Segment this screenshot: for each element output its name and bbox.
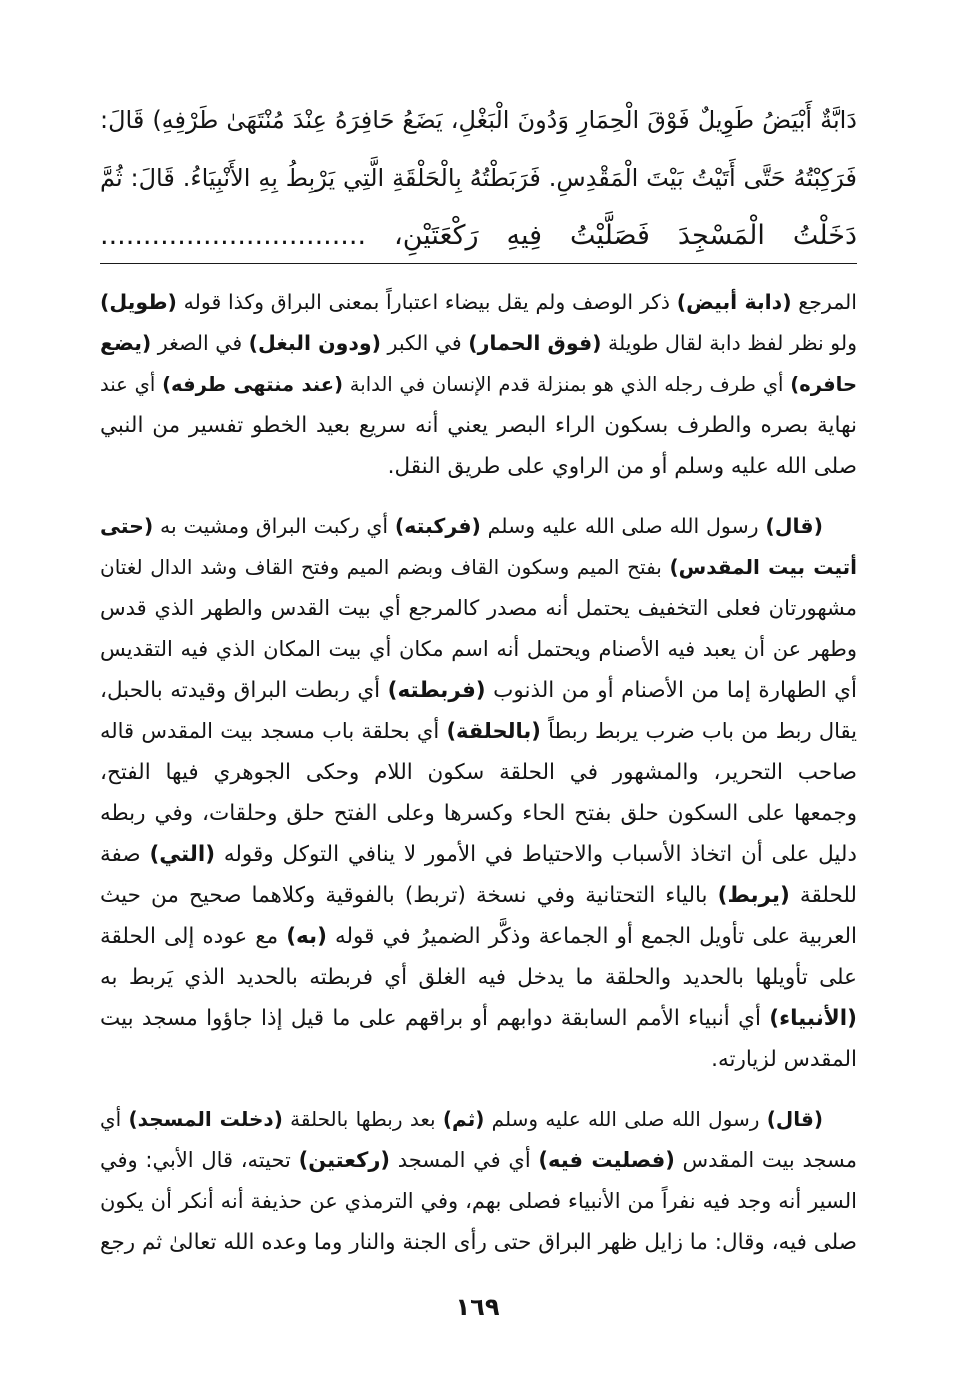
bold-term: (عند منتهى طرفه) <box>162 373 343 396</box>
commentary-text: أي طرف رجله الذي هو بمنزلة قدم الإنسان في الدابة <box>342 373 791 396</box>
commentary-text: أي عند <box>100 373 163 396</box>
bold-term: (يضع <box>100 331 152 355</box>
hadith-line: دَخَلْتُ الْمَسْجِدَ فَصَلَّيْتُ فِيهِ رَكْعَتَيْنِ، ............................... <box>100 220 857 251</box>
commentary-text: بعد ربطها بالحلقة <box>282 1107 443 1131</box>
bold-term: (التي) <box>149 842 216 867</box>
commentary-text: مع عوده إلى الحلقة <box>100 924 287 949</box>
commentary-line <box>100 547 857 588</box>
commentary-text: رسول الله صلى الله عليه وسلم <box>484 1107 767 1131</box>
commentary-line <box>100 1181 857 1222</box>
page-number: ١٦٩ <box>455 1293 500 1321</box>
commentary-text: للحلقة <box>789 883 857 908</box>
commentary-text: أي بحلقة باب مسجد بيت المقدس قاله <box>100 719 447 743</box>
footnote-separator-rule <box>100 263 857 264</box>
commentary-text: صفة <box>100 842 150 867</box>
hadith-line: دَابَّةٌ أَبْيَضُ طَوِيلٌ فَوْقَ الْحِمَارِ وَدُونَ الْبَغْلِ، يَضَعُ حَافِرَهُ عِنْدَ مُنْتَهَىٰ طَرْفِهِ) قَالَ: <box>100 106 857 134</box>
commentary-text: تحيته، قال الأبي: وفي <box>100 1148 299 1172</box>
commentary-line <box>100 282 857 323</box>
commentary-line <box>100 405 857 446</box>
commentary-paragraph <box>100 506 857 1080</box>
commentary-line <box>100 793 857 834</box>
commentary-line <box>100 875 857 916</box>
commentary-text: ولو نظر لفظ دابة لقال طويلة <box>601 331 857 355</box>
commentary-text: دليل على أن اتخاذ الأسباب والاحتياط في الأمور لا ينافي التوكل وقوله <box>215 842 857 867</box>
commentary-text: مشهورتان فعلى التخفيف يحتمل أنه مصدر كالمرجع أي بيت القدس والطهر الذي قدس <box>100 596 857 620</box>
commentary-line <box>100 834 857 875</box>
commentary-text: صلى فيه، وقال: ما زايل ظهر البراق حتى رأى الجنة والنار وما وعده الله تعالىٰ ثم رجع <box>100 1230 857 1255</box>
commentary-line <box>100 670 857 711</box>
bold-term: أتيت بيت المقدس) <box>669 555 857 579</box>
commentary-text: السير أنه وجد فيه نفراً من الأنبياء فصلى بهم، وفي الترمذي عن حذيفة أنه أنكر أن يكون <box>100 1189 857 1213</box>
commentary-text: صاحب التحرير، والمشهور في الحلقة سكون اللام وحكى الجوهري فيها الفتح، <box>100 760 857 785</box>
hadith-line: فَرَكِبْتُهُ حَتَّى أَتَيْتُ بَيْتَ الْمَقْدِسِ. فَرَبَطْتُهُ بِالْحَلْقَةِ الَّتِي يَرْبِطُ بِهِ الأَنْبِيَاءُ. قَالَ: ثُمَّ <box>100 163 857 192</box>
commentary-text: أي أنبياء الأمم السابقة دوابهم أو براقهم على ما قيل إذا جاؤوا مسجد بيت <box>100 1006 770 1031</box>
bold-term: (دخلت المسجد) <box>128 1107 283 1131</box>
commentary-paragraph <box>100 282 857 487</box>
commentary-line <box>100 1222 857 1263</box>
commentary-line <box>100 998 857 1039</box>
commentary-text: المقدس لزيارته. <box>711 1047 857 1072</box>
commentary-line <box>100 1039 857 1080</box>
commentary-line <box>100 323 857 364</box>
bold-term: (بالحلقة) <box>446 719 541 743</box>
bold-term: (به) <box>286 924 327 949</box>
commentary-line <box>100 364 857 405</box>
commentary-paragraph <box>100 1099 857 1263</box>
commentary-text: نهاية بصره والطرف بسكون الراء البصر يعني أنه سريع بعيد الخطو تفسير من النبي <box>100 413 857 438</box>
bold-term: (دابة أبيض) <box>676 290 792 314</box>
commentary-text: أي <box>100 1107 129 1131</box>
commentary-text: أي الطهارة إما من الأصنام أو من الذنوب <box>485 678 857 703</box>
hadith-text-block <box>100 92 857 265</box>
bold-term: حافره) <box>790 373 857 396</box>
commentary-text: أي ربطت البراق وقيدته بالحبل، <box>100 678 388 703</box>
commentary-text: أي في المسجد <box>390 1148 539 1172</box>
bold-term: (فربطته) <box>387 678 486 703</box>
commentary-text: بالياء التحتانية وفي نسخة (تربط) بالفوقية وكلاهما صحيح من حيث <box>100 883 718 908</box>
commentary-block <box>100 282 857 1263</box>
commentary-text: رسول الله صلى الله عليه وسلم <box>480 514 766 538</box>
commentary-line <box>100 711 857 752</box>
bold-term: (طويل) <box>100 290 177 314</box>
bold-term: (ثم) <box>442 1107 485 1131</box>
commentary-text: على تأويلها بالحديد والحلقة ما يدخل فيه الغلق أي فربطته بالحديد الذي يَربط به <box>100 965 857 990</box>
bold-term: (فوق الحمار) <box>468 331 602 355</box>
commentary-text: ذكر الوصف ولم يقل بيضاء اعتباراً بمعنى البراق وكذا قوله <box>176 290 677 314</box>
commentary-text: في الصغر <box>151 331 249 355</box>
bold-term: (يربط) <box>717 883 790 908</box>
bold-term: (ودون البغل) <box>248 331 382 355</box>
commentary-text: في الكبر <box>381 331 469 355</box>
commentary-line <box>100 588 857 629</box>
commentary-line <box>100 916 857 957</box>
commentary-line <box>100 506 857 547</box>
commentary-text: وجمعها على السكون حلق بفتح الحاء وكسرها وعلى الفتح حلق وحلقات، وفي ربطه <box>100 801 857 826</box>
commentary-line <box>100 1099 857 1140</box>
commentary-line <box>100 752 857 793</box>
commentary-line <box>100 629 857 670</box>
commentary-text: وطهر عن أن يعبد فيه الأصنام ويحتمل أنه اسم مكان أي بيت المكان الذي فيه التقديس <box>100 637 857 661</box>
bold-term: (قال) <box>765 514 823 538</box>
commentary-line <box>100 1140 857 1181</box>
commentary-text: يقال ربط من باب ضرب يربط ربطاً <box>540 719 857 743</box>
commentary-text: بفتح الميم وسكون القاف وبضم الميم وفتح القاف وشد الدال لغتان <box>100 555 670 579</box>
commentary-text: العربية على تأويل الجمع أو الجماعة وذكَّر الضميرُ في قوله <box>326 924 857 949</box>
commentary-text: صلى الله عليه وسلم أو من الراوي على طريق النقل. <box>387 454 857 479</box>
bold-term: (قال) <box>766 1107 823 1131</box>
bold-term: (فصليت فيه) <box>538 1148 675 1172</box>
commentary-text: أي ركبت البراق ومشيت به <box>153 514 395 538</box>
commentary-text: المرجع <box>791 290 857 314</box>
commentary-line <box>100 446 857 487</box>
bold-term: (الأنبياء) <box>769 1006 857 1031</box>
commentary-text: مسجد بيت المقدس <box>674 1148 858 1172</box>
commentary-line <box>100 957 857 998</box>
bold-term: (فركبته) <box>394 514 481 538</box>
bold-term: (حتى <box>100 514 154 538</box>
bold-term: (ركعتين) <box>298 1148 391 1172</box>
